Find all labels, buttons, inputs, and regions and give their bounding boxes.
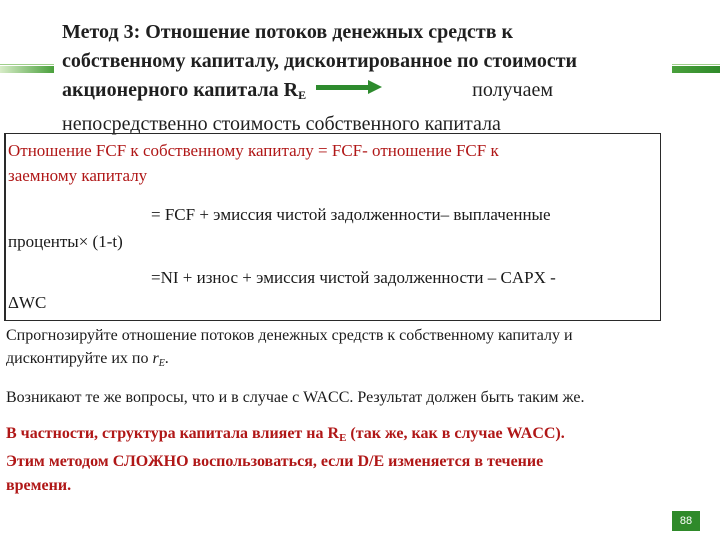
formula-line-1: Отношение FCF к собственному капиталу = FCF- отношение FCF к [8,141,499,160]
paragraph-capital-structure-line-3: времени. [6,477,72,494]
paragraph-forecast-period: . [164,350,169,367]
formula-box [4,133,661,321]
paragraph-forecast-line-2 [6,347,706,375]
paragraph-forecast-line-2-text: дисконтируйте их по [6,350,153,367]
formula-line-2: заемному капиталу [8,166,148,185]
slide-title [62,18,682,139]
paragraph-capital-structure-line-2: Этим методом СЛОЖНО воспользоваться, если D/E изменяется в течение [6,453,544,470]
paragraph-capital-structure-line-1 [6,422,706,450]
title-line-4: непосредственно стоимость собственного капитала [62,113,501,135]
paragraph-forecast [6,324,706,375]
accent-bar-left [0,66,54,73]
formula-line-4: проценты× (1-t) [8,232,123,251]
title-line-3-result: получаем [472,79,554,101]
title-line-3-text: акционерного капитала R [62,79,299,101]
paragraph-capital-structure-line-1-text: В частности, структура капитала влияет на R [6,425,340,442]
paragraph-capital-structure-line-1-end: (так же, как в случае WACC). [346,425,565,442]
paragraph-capital-structure-subscript: E [339,432,347,444]
formula-line-6: ΔWC [8,293,47,312]
paragraph-same-questions: Возникают те же вопросы, что и в случае с WACC. Результат должен быть таким же. [6,389,585,406]
title-line-1: Метод 3: Отношение потоков денежных средств к [62,21,514,43]
paragraph-capital-structure [6,422,706,498]
paragraph-forecast-line-1: Спрогнозируйте отношение потоков денежных средств к собственному капиталу и [6,327,573,344]
title-line-2: собственному капиталу, дисконтированное по стоимости [62,50,578,72]
arrow-right-icon [316,83,382,92]
title-subscript-e: E [298,88,307,102]
paragraph-forecast-r: r [152,350,159,367]
formula-line-5: =NI + износ + эмиссия чистой задолженности – CAPX - [151,268,556,287]
page-number-badge: 88 [672,511,700,531]
title-line-3 [62,76,682,110]
formula-line-3: = FCF + эмиссия чистой задолженности– выплаченные [151,205,551,224]
paragraph-forecast-subscript: E [158,358,165,369]
accent-line-left [0,64,54,65]
